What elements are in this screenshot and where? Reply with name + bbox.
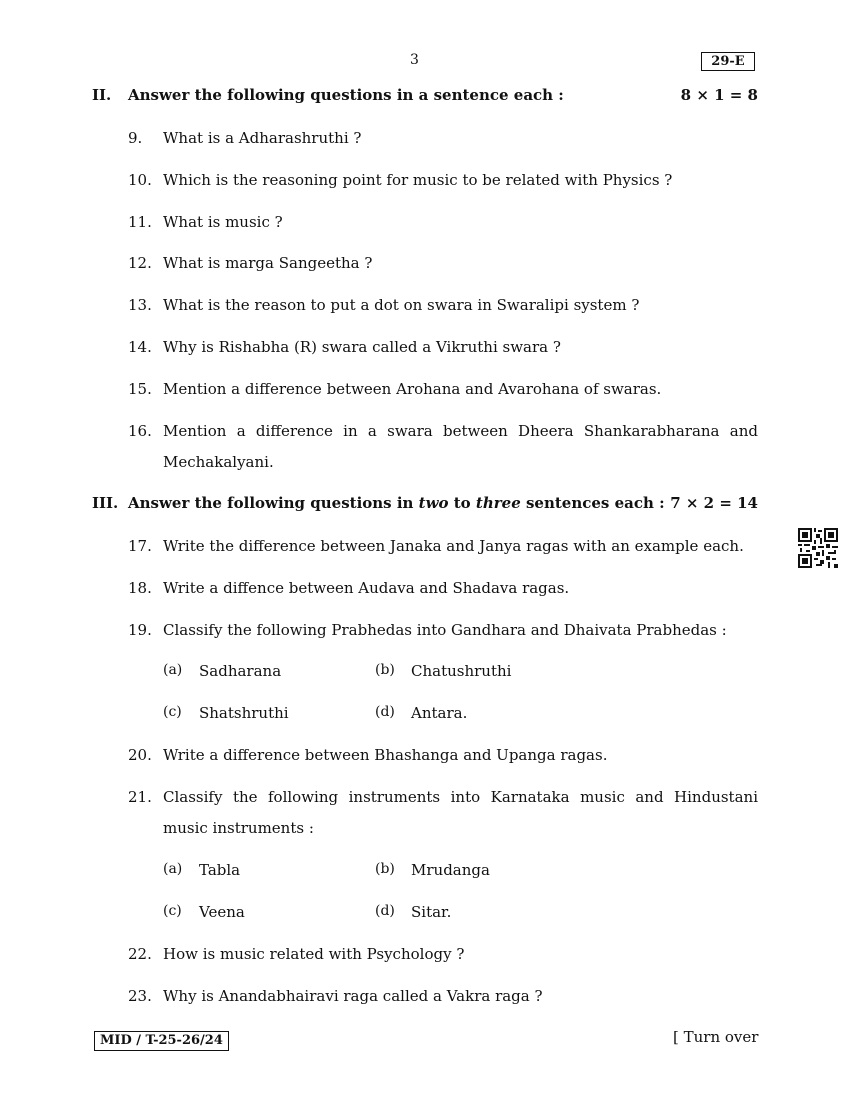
question-12 (128, 248, 758, 279)
question-text: What is music ? (163, 213, 283, 231)
question-number: 10. (128, 171, 152, 189)
question-9 (128, 123, 758, 154)
question-text: Mention a difference between Arohana and Avarohana of swaras. (163, 380, 662, 398)
section-3-title (128, 494, 670, 512)
option-label: (b) (375, 861, 395, 877)
option-label: (c) (163, 704, 182, 720)
question-number: 9. (128, 129, 143, 147)
question-number: 19. (128, 621, 152, 639)
footer-code-box: MID / T-25-26/24 (94, 1031, 229, 1051)
question-17 (128, 531, 758, 562)
question-23 (128, 981, 758, 1012)
section-3-title-part: sentences each : (520, 494, 665, 512)
question-15 (128, 374, 758, 405)
question-text: What is marga Sangeetha ? (163, 254, 373, 272)
question-text: Write a difference between Bhashanga and Upanga ragas. (163, 746, 608, 764)
option-text: Sadharana (199, 662, 282, 680)
question-number: 15. (128, 380, 152, 398)
question-text: What is the reason to put a dot on swara in Swaralipi system ? (163, 296, 640, 314)
option-label: (d) (375, 903, 395, 919)
question-text: Which is the reasoning point for music to be related with Physics ? (163, 171, 673, 189)
question-14 (128, 332, 758, 363)
option-text: Sitar. (411, 903, 452, 921)
section-3-marks: 7 × 2 = 14 (670, 494, 758, 512)
section-2-number: II. (92, 86, 112, 104)
question-number: 11. (128, 213, 152, 231)
question-text: Write a diffence between Audava and Shadava ragas. (163, 579, 570, 597)
question-text: Mention a difference in a swara between Dheera Shankarabharana and Mechakalyani. (163, 422, 758, 471)
option-text: Shatshruthi (199, 704, 289, 722)
section-3-number: III. (92, 494, 119, 512)
option-text: Antara. (411, 704, 468, 722)
question-number: 18. (128, 579, 152, 597)
option-a (163, 861, 240, 879)
question-22 (128, 939, 758, 970)
option-text: Tabla (199, 861, 241, 879)
option-d (375, 903, 451, 921)
question-text: Write the difference between Janaka and Janya ragas with an example each. (163, 537, 744, 555)
option-d (375, 704, 467, 722)
question-number: 14. (128, 338, 152, 356)
question-text: Classify the following Prabhedas into Gandhara and Dhaivata Prabhedas : (163, 621, 727, 639)
option-label: (a) (163, 662, 183, 678)
question-text: Classify the following instruments into Karnataka music and Hindustani music instruments : (163, 788, 758, 837)
option-label: (d) (375, 704, 395, 720)
option-label: (b) (375, 662, 395, 678)
question-text: Why is Rishabha (R) swara called a Vikruthi swara ? (163, 338, 561, 356)
section-3-title-two: two (418, 494, 449, 512)
option-a (163, 662, 281, 680)
question-number: 20. (128, 746, 152, 764)
option-text: Chatushruthi (411, 662, 512, 680)
option-text: Veena (199, 903, 245, 921)
option-label: (c) (163, 903, 182, 919)
section-3-title-part: to (448, 494, 476, 512)
section-2-title: Answer the following questions in a sentence each : (128, 86, 564, 104)
question-number: 23. (128, 987, 152, 1005)
question-19 (128, 615, 758, 646)
question-number: 22. (128, 945, 152, 963)
question-number: 21. (128, 788, 152, 806)
paper-code-box: 29-E (701, 52, 755, 71)
option-c (163, 704, 289, 722)
question-13 (128, 290, 758, 321)
question-number: 13. (128, 296, 152, 314)
question-number: 12. (128, 254, 152, 272)
section-3-heading (92, 494, 758, 512)
option-label: (a) (163, 861, 183, 877)
section-3-title-part: Answer the following questions in (128, 494, 419, 512)
option-b (375, 861, 490, 879)
question-20 (128, 740, 758, 771)
question-text: How is music related with Psychology ? (163, 945, 465, 963)
section-2-marks: 8 × 1 = 8 (680, 86, 758, 104)
section-3-title-three: three (475, 494, 521, 512)
section-2-heading (92, 86, 758, 104)
page-number: 3 (410, 52, 419, 68)
option-c (163, 903, 245, 921)
question-11 (128, 207, 758, 238)
question-text: What is a Adharashruthi ? (163, 129, 362, 147)
question-18 (128, 573, 758, 604)
option-b (375, 662, 511, 680)
question-number: 17. (128, 537, 152, 555)
question-10 (128, 165, 758, 196)
qr-code-image (798, 528, 838, 568)
question-number: 16. (128, 422, 152, 440)
turn-over-label: [ Turn over (673, 1028, 759, 1046)
question-16 (128, 416, 758, 478)
question-text: Why is Anandabhairavi raga called a Vakra raga ? (163, 987, 543, 1005)
question-21 (128, 782, 758, 844)
option-text: Mrudanga (411, 861, 490, 879)
